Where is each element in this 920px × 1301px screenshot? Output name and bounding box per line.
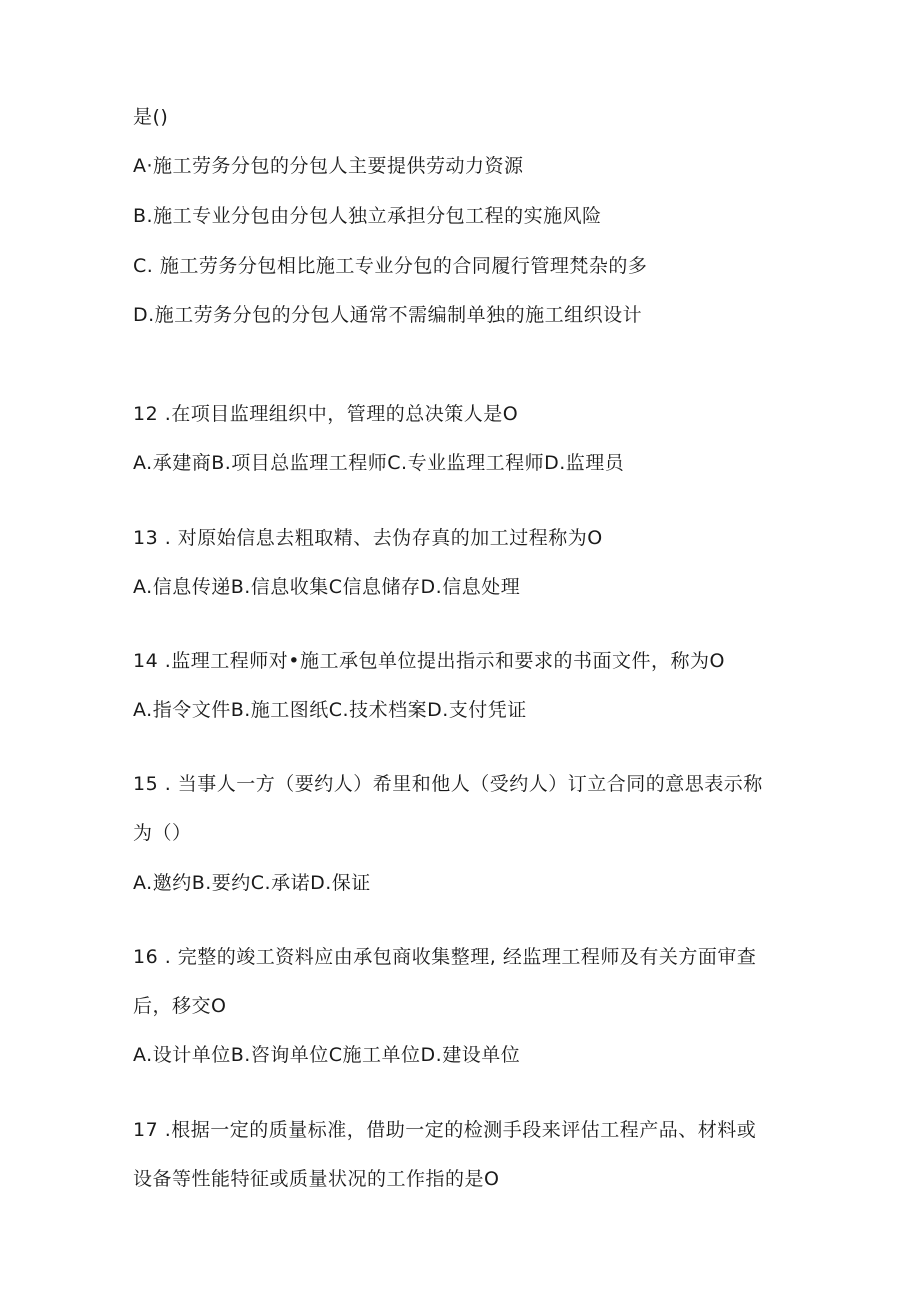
question-15-options: A.邀约B.要约C.承诺D.保证 — [133, 872, 371, 894]
question-15-stem: 15 . 当事人一方（要约人）希里和他人（受约人）订立合同的意思表示称 — [133, 773, 763, 795]
question-11-option-d: D.施工劳务分包的分包人通常不需编制单独的施工组织设计 — [133, 304, 643, 326]
question-16-stem: 16 . 完整的竣工资料应由承包商收集整理, 经监理工程师及有关方面审查 — [133, 946, 757, 968]
question-13-stem: 13 . 对原始信息去粗取精、去伪存真的加工过程称为O — [133, 527, 603, 549]
question-17-stem: 17 .根据一定的质量标准，借助一定的检测手段来评估工程产品、材料或 — [133, 1119, 757, 1141]
question-11-option-b: B.施工专业分包由分包人独立承担分包工程的实施风险 — [133, 205, 602, 227]
question-12-stem: 12 .在项目监理组织中，管理的总决策人是O — [133, 403, 519, 425]
question-12-options: A.承建商B.项目总监理工程师C.专业监理工程师D.监理员 — [133, 452, 625, 474]
question-14-stem: 14 .监理工程师对•施工承包单位提出指示和要求的书面文件，称为O — [133, 650, 725, 672]
question-11-option-c: C. 施工劳务分包相比施工专业分包的合同履行管理梵杂的多 — [133, 255, 648, 277]
question-15-stem-cont: 为（） — [133, 822, 192, 844]
question-17-stem-cont: 设备等性能特征或质量状况的工作指的是O — [133, 1168, 500, 1190]
question-11-option-a: A·施工劳务分包的分包人主要提供劳动力资源 — [133, 155, 524, 177]
question-16-options: A.设计单位B.咨询单位C施工单位D.建设单位 — [133, 1044, 521, 1066]
question-11-stem-tail: 是() — [133, 106, 169, 128]
question-13-options: A.信息传递B.信息收集C信息储存D.信息处理 — [133, 576, 521, 598]
question-16-stem-cont: 后，移交O — [133, 995, 227, 1017]
question-14-options: A.指令文件B.施工图纸C.技术档案D.支付凭证 — [133, 699, 527, 721]
